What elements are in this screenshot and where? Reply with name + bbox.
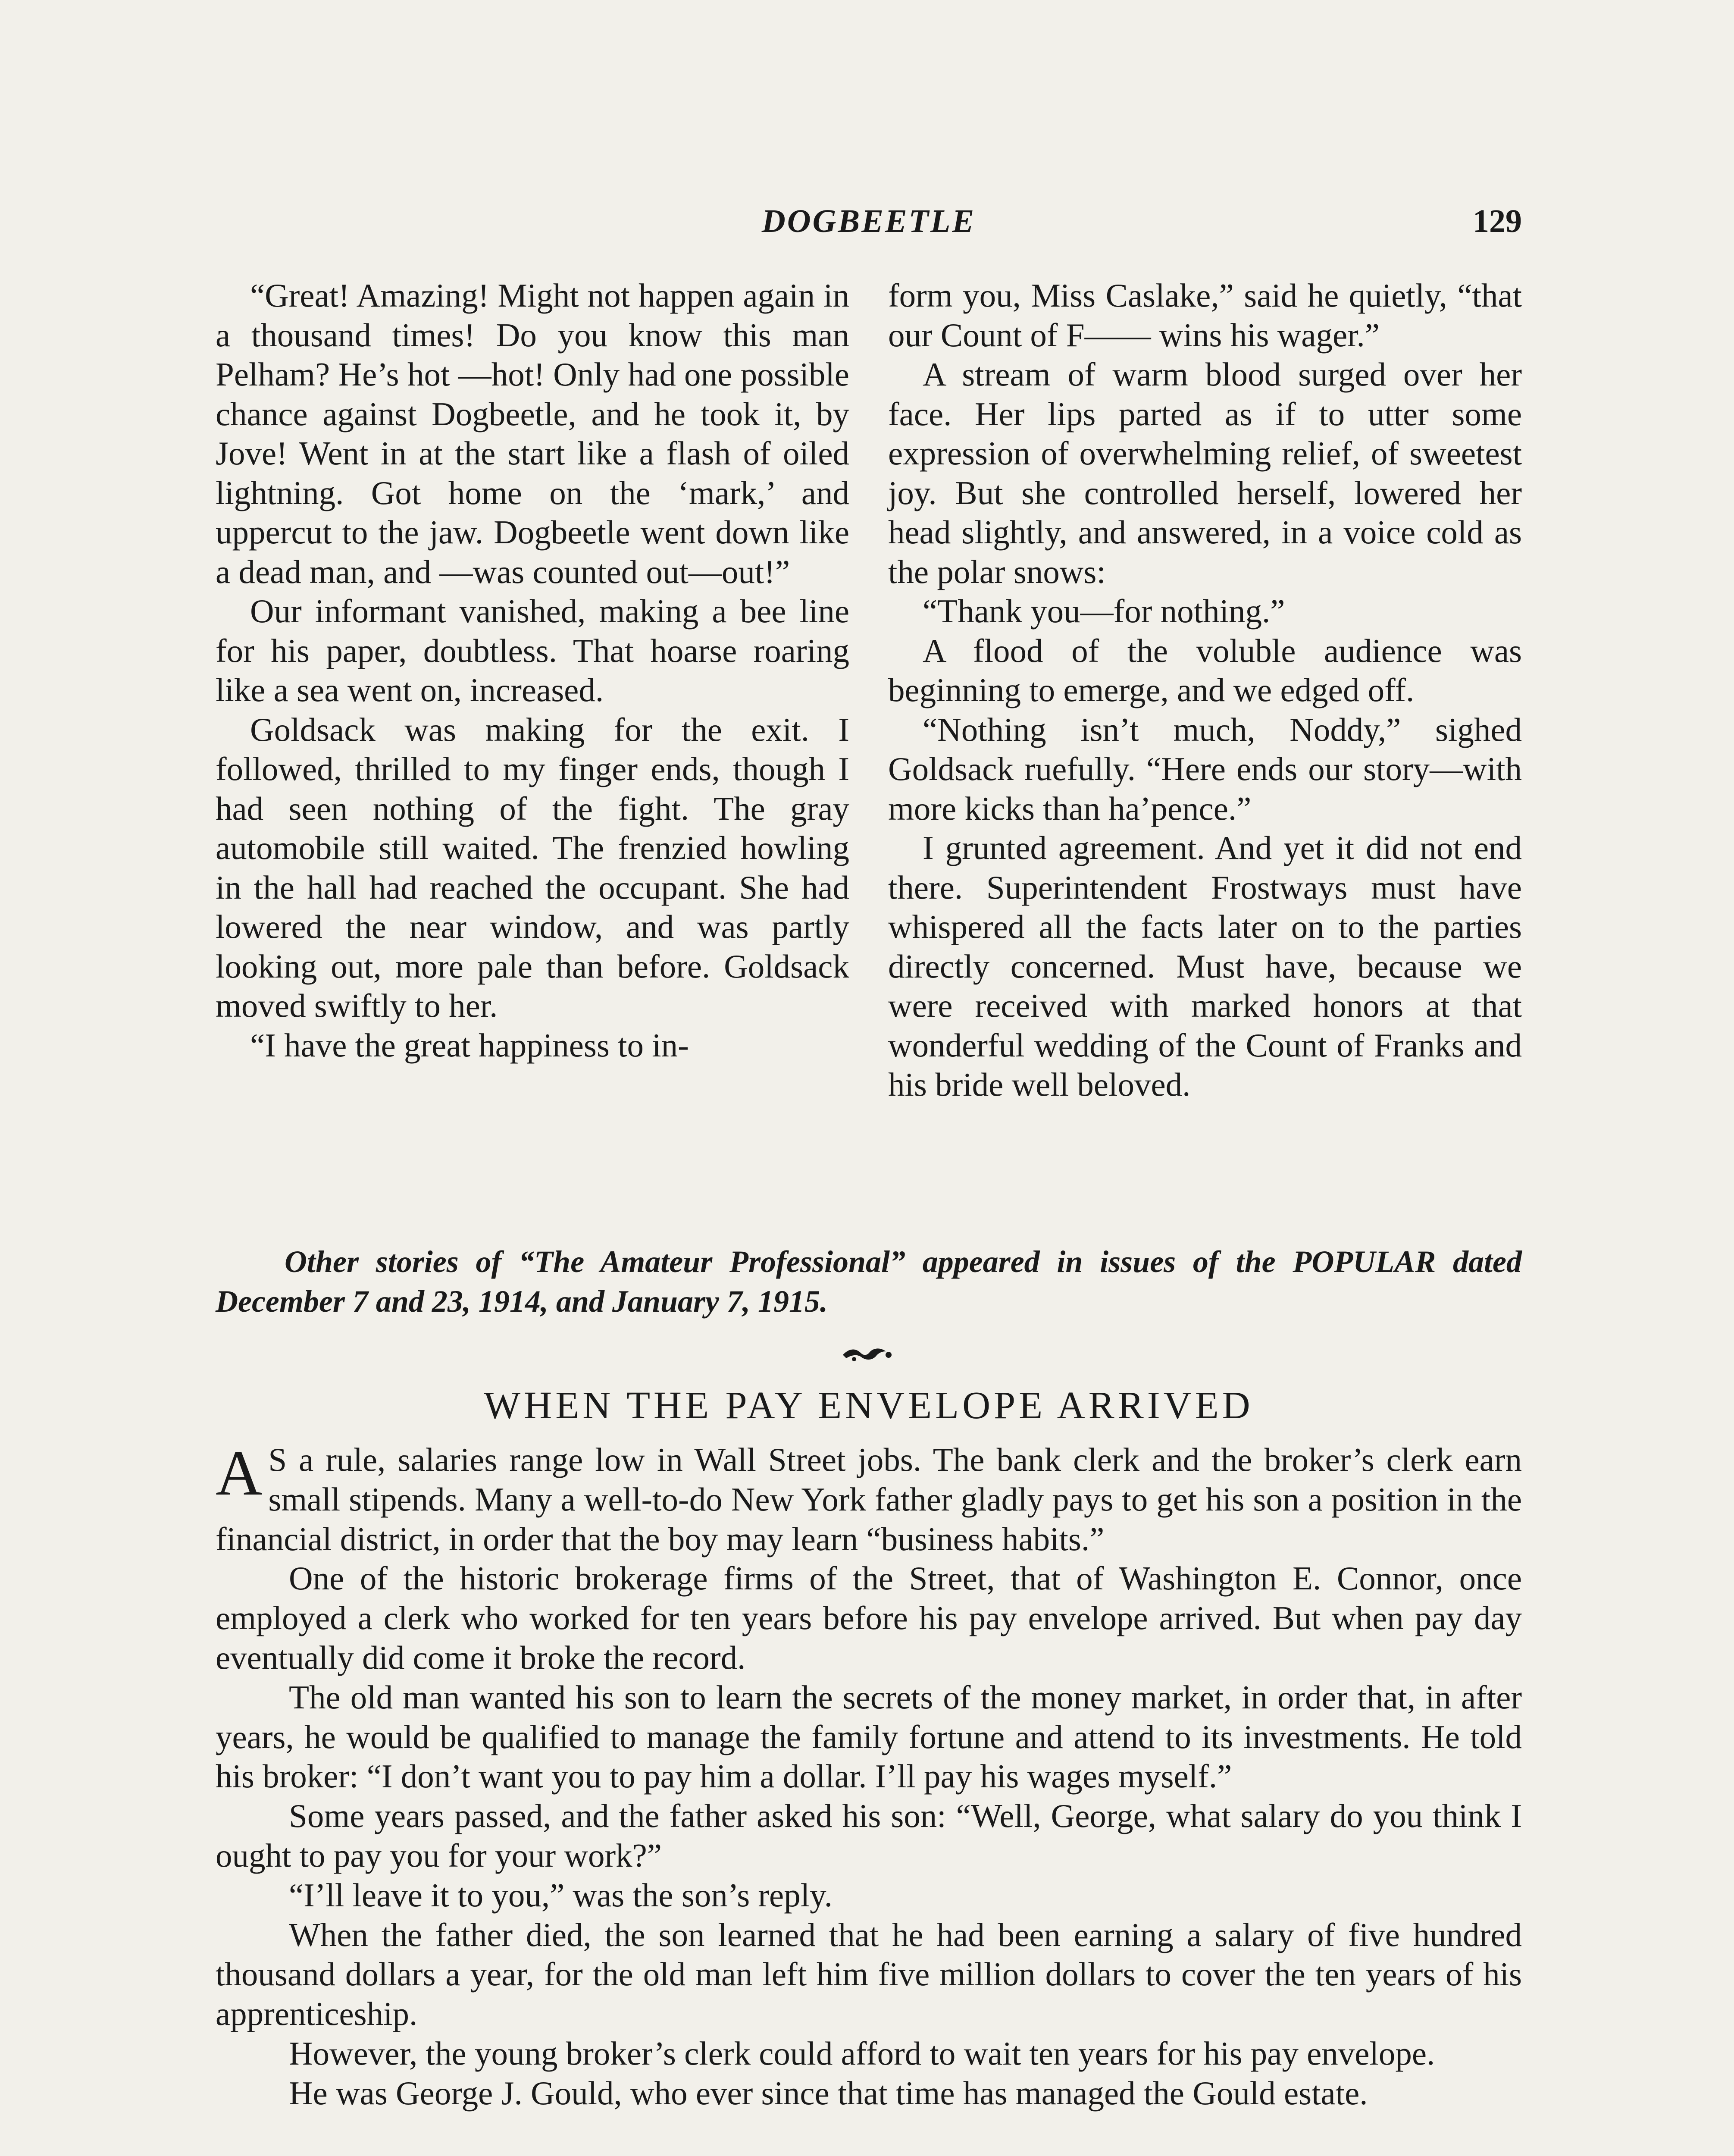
fleuron-ornament [839, 1340, 895, 1366]
editor-note-text: Other stories of “The Amateur Professional” appeared in issues of the POPULAR dated December 7 and 23, 1914, and January 7, 1915. [216, 1244, 1522, 1319]
story-paragraph: “Great! Amazing! Might not happen again in a thousand times! Do you know this man Pelham? He’s hot —hot! Only had one possible chance against Dogbeetle, and he took it, by Jove! Went in at the start like a flash of oiled lightning. Got home on the ‘mark,’ and uppercut to the jaw. Dogbeetle went down like a dead man, and —was counted out—out!” [216, 277, 849, 590]
story-paragraph: “Thank you—for nothing.” [923, 592, 1285, 630]
article-paragraph: The old man wanted his son to learn the secrets of the money market, in order that, in after years, he would be qualified to manage the family fortune and attend to its investments. He told his broker: “I don’t want you to pay him a dollar. I’ll pay his wages myself.” [216, 1678, 1522, 1795]
story-paragraph: Goldsack was making for the exit. I followed, thrilled to my finger ends, though I had seen nothing of the fight. The gray automobile still waited. The frenzied howling in the hall had reached the occupant. She had lowered the near window, and was partly looking out, more pale than before. Goldsack moved swiftly to her. [216, 711, 849, 1024]
article-first-paragraph [216, 1437, 1522, 1559]
story-paragraph: Our informant vanished, making a bee line for his paper, doubtless. That hoarse roaring like a sea went on, increased. [216, 592, 849, 708]
article-paragraphs [216, 1559, 1522, 2113]
left-column [216, 276, 849, 1065]
story-paragraph: A stream of warm blood surged over her face. Her lips parted as if to utter some expression of overwhelming relief, of sweetest joy. But she controlled herself, lowered her head slightly, and answered, in a voice cold as the polar snows: [888, 356, 1522, 590]
article-paragraph: However, the young broker’s clerk could afford to wait ten years for his pay envelope. [289, 2034, 1435, 2072]
article-paragraph: When the father died, the son learned that he had been earning a salary of five hundred thousand dollars a year, for the old man left him five million dollars to cover the ten years of his apprenticeship. [216, 1916, 1522, 2033]
page-header [216, 203, 1522, 259]
article-paragraph: Some years passed, and the father asked his son: “Well, George, what salary do you think I ought to pay you for your work?” [216, 1797, 1522, 1874]
page-number: 129 [1473, 203, 1522, 239]
article-paragraph: “I’ll leave it to you,” was the son’s reply. [289, 1876, 833, 1914]
story-paragraph: “Nothing isn’t much, Noddy,” sighed Goldsack ruefully. “Here ends our story—with more kicks than ha’pence.” [888, 711, 1522, 827]
article-body [216, 1437, 1522, 2113]
story-paragraph: form you, Miss Caslake,” said he quietly, “that our Count of F—— wins his wager.” [888, 277, 1522, 354]
running-title: DOGBEETLE [761, 203, 976, 239]
editor-note [216, 1242, 1522, 1321]
first-paragraph-text: S a rule, salaries range low in Wall Street jobs. The bank clerk and the broker’s clerk earn small stipends. Many a well-to-do New York father gladly pays to get his son a position in the financial district, in order that the boy may learn “business habits.” [216, 1441, 1522, 1557]
story-columns [216, 276, 1522, 1242]
story-paragraph: “I have the great happiness to in- [250, 1026, 689, 1064]
article-paragraph: He was George J. Gould, who ever since that time has managed the Gould estate. [289, 2074, 1368, 2112]
right-column [888, 276, 1522, 1105]
article-paragraph: One of the historic brokerage firms of the Street, that of Washington E. Connor, once employed a clerk who worked for ten years before his pay envelope arrived. But when pay day eventually did come it broke the record. [216, 1560, 1522, 1676]
story-paragraph: I grunted agreement. And yet it did not end there. Superintendent Frostways must have whispered all the facts later on to the parties directly concerned. Must have, because we were received with marked honors at that wonderful wedding of the Count of Franks and his bride well beloved. [888, 829, 1522, 1103]
drop-cap: A [216, 1437, 263, 1509]
article-title: WHEN THE PAY ENVELOPE ARRIVED [484, 1384, 1254, 1427]
story-paragraph: A flood of the voluble audience was beginning to emerge, and we edged off. [888, 632, 1522, 708]
